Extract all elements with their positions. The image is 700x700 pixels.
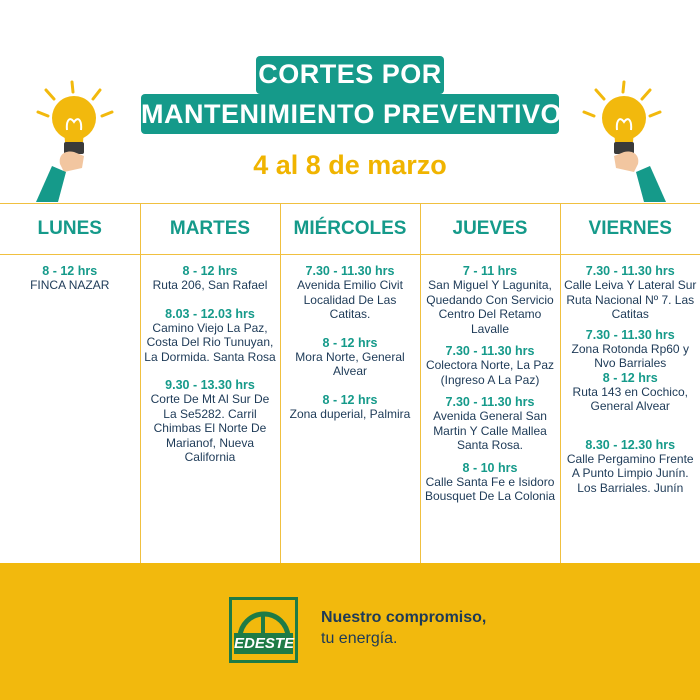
outage-entry [423,264,558,336]
header [0,0,700,200]
outage-time: 8 - 12 hrs [322,392,378,407]
title-line-2: MANTENIMIENTO PREVENTIVO [141,94,559,134]
outage-time: 8 - 12 hrs [602,370,658,385]
day-header-lunes: LUNES [0,204,140,255]
day-header-miercoles: MIÉRCOLES [280,204,420,255]
day-column-viernes [560,255,700,564]
outage-location: Avenida Emilio Civit Localidad De Las Catitas. [297,278,403,321]
outage-entry [2,264,138,293]
outage-location: Zona duperial, Palmira [289,406,411,421]
outage-time: 8 - 12 hrs [322,335,378,350]
day-header-jueves: JUEVES [420,204,560,255]
title-line-1: CORTES POR [256,56,444,94]
outage-entry [143,307,278,365]
outage-time: 7.30 - 11.30 hrs [585,264,675,278]
outage-location: Calle Pergamino Frente A Punto Limpio Junín. Los Barriales. Junín [566,451,694,495]
outage-time: 7.30 - 11.30 hrs [585,327,675,342]
day-header-row [0,204,700,255]
outage-time: 7.30 - 11.30 hrs [305,264,395,278]
lightbulb-hand-icon [572,80,672,202]
outage-entry [563,438,699,496]
outage-location: Ruta 143 en Cochico, General Alvear [572,384,688,413]
day-header-viernes: VIERNES [560,204,700,255]
outage-entry [283,336,418,379]
day-column-miercoles [280,255,420,564]
outage-time: 7.30 - 11.30 hrs [445,395,535,409]
schedule-table [0,203,700,563]
lightbulb-hand-icon [30,80,130,202]
outage-time: 8.30 - 12.30 hrs [585,437,676,452]
outage-entry [283,264,418,322]
outage-time: 7 - 11 hrs [462,264,518,278]
outage-time: 8.03 - 12.03 hrs [165,306,255,321]
outage-entry [143,264,278,293]
logo-text: EDESTE [234,635,295,652]
outage-location: Avenida General San Martin Y Calle Mallea Santa Rosa. [433,409,547,452]
outage-location: Mora Norte, General Alvear [295,349,405,378]
outage-time: 8 - 12 hrs [182,264,238,278]
outage-location: Corte De Mt Al Sur De La Se5282. Carril Chimbas El Norte De Marianof, Nueva California [150,392,270,464]
outage-location: Calle Leiva Y Lateral Sur Ruta Nacional Nº 7. Las Catitas [564,278,697,321]
outage-location: FINCA NAZAR [30,278,110,292]
outage-location: Calle Santa Fe e Isidoro Bousquet De La Colonia [424,474,556,503]
outage-entry [423,461,558,504]
date-range: 4 al 8 de marzo [253,150,447,180]
outage-entry [283,393,418,422]
day-column-jueves [420,255,560,564]
outage-entry [423,395,558,453]
outage-location: Ruta 206, San Rafael [152,278,268,292]
day-header-martes: MARTES [140,204,280,255]
outage-entry [563,264,699,322]
outage-location: Colectora Norte, La Paz (Ingreso A La Paz) [425,358,555,387]
outage-time: 8 - 12 hrs [42,264,98,278]
outage-entry [143,378,278,465]
outage-entry [423,344,558,387]
outage-entry [563,328,699,371]
day-column-lunes [0,255,140,564]
outage-time: 9.30 - 13.30 hrs [165,378,255,392]
outage-time: 7.30 - 11.30 hrs [445,344,535,358]
outage-time: 8 - 10 hrs [462,460,518,475]
outage-location: Camino Viejo La Paz, Costa Del Rio Tunuyan, La Dormida. Santa Rosa [144,320,276,364]
day-column-martes [140,255,280,564]
outage-location: San Miguel Y Lagunita, Quedando Con Servicio Centro Del Retamo Lavalle [426,278,554,336]
outage-location: Zona Rotonda Rp60 y Nvo Barriales [571,341,689,370]
slogan-line-2: tu energía. [321,630,398,647]
edeste-logo [229,597,298,663]
outage-entry [563,371,699,414]
slogan-line-1: Nuestro compromiso, [321,609,487,626]
